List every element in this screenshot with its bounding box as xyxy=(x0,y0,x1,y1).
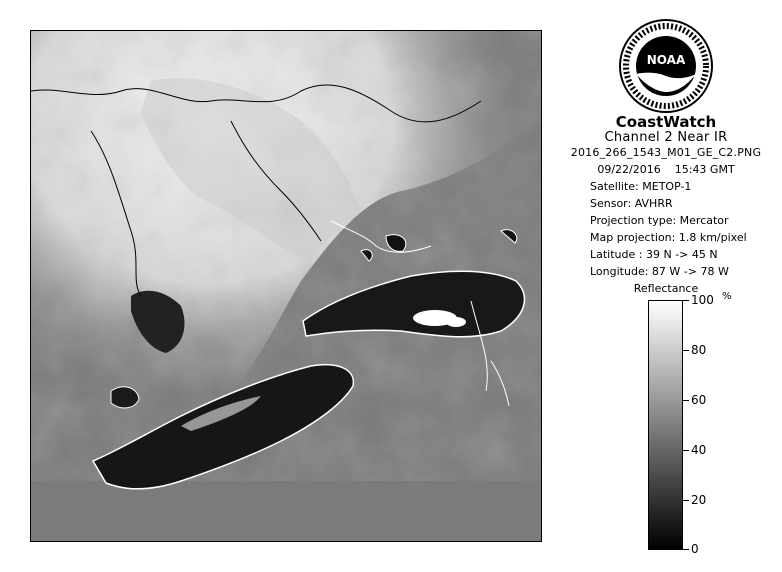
time-value: 15:43 GMT xyxy=(674,163,735,176)
date-time xyxy=(556,163,776,176)
colorbar-label: 0 xyxy=(691,542,699,556)
reflectance-colorbar xyxy=(648,300,683,550)
colorbar-tick xyxy=(683,450,689,451)
satellite-scene xyxy=(31,31,541,541)
date-value: 09/22/2016 xyxy=(597,163,661,176)
projection-type-line: Projection type: Mercator xyxy=(590,214,729,227)
colorbar-tick xyxy=(683,549,689,550)
channel-label: Channel 2 Near IR xyxy=(604,130,728,145)
longitude-line: Longitude: 87 W -> 78 W xyxy=(590,265,729,278)
legend-title: Reflectance xyxy=(633,282,699,295)
legend-unit: % xyxy=(722,291,732,302)
colorbar-label: 40 xyxy=(691,443,707,457)
colorbar-tick xyxy=(683,400,689,401)
latitude-line: Latitude : 39 N -> 45 N xyxy=(590,248,718,261)
satellite-line: Satellite: METOP-1 xyxy=(590,180,692,193)
colorbar-tick xyxy=(683,350,689,351)
colorbar-tick xyxy=(683,500,689,501)
svg-text:NOAA: NOAA xyxy=(646,53,686,67)
brand-title: CoastWatch xyxy=(615,113,717,131)
colorbar-label: 20 xyxy=(691,493,707,507)
map-projection-line: Map projection: 1.8 km/pixel xyxy=(590,231,747,244)
satellite-image xyxy=(30,30,542,542)
filename: 2016_266_1543_M01_GE_C2.PNG xyxy=(570,146,762,159)
noaa-logo-icon xyxy=(618,18,714,114)
colorbar-label: 60 xyxy=(691,393,707,407)
colorbar-label: 80 xyxy=(691,343,707,357)
colorbar-label: 100 xyxy=(691,293,714,307)
colorbar-tick xyxy=(683,300,689,301)
sensor-line: Sensor: AVHRR xyxy=(590,197,673,210)
